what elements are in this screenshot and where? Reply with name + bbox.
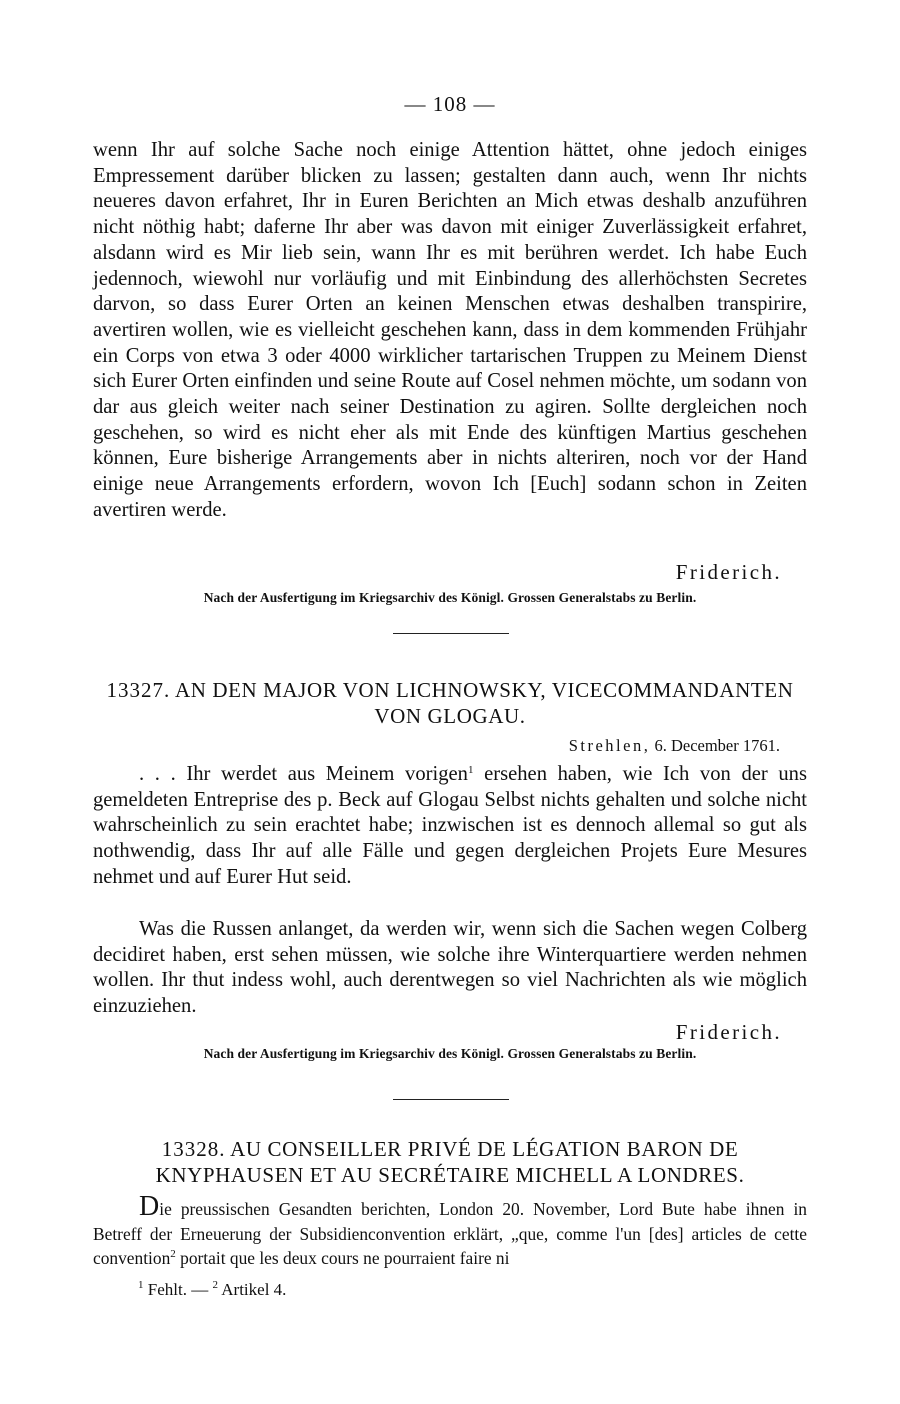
letter-end-signature: Friderich. [675,560,782,584]
letter-13327-source-note: Nach der Ausfertigung im Kriegsarchiv des Königl. Grossen Generalstabs zu Berlin. [203,1046,697,1061]
footnote-1-mark: 1 [138,1279,144,1291]
letter-13328-number: 13328. [161,1137,226,1161]
letter-13328-text-before: ie preussischen Gesandten berichten, London 20. November, Lord Bute habe ihnen in Betreff der Erneuerung der Subsidienconvention erklärt, „que, comme l'un [des] articles de cette convention [93,1199,807,1269]
separator-rule [393,1099,509,1100]
letter-13327-paragraph-1 [93,762,807,891]
footnote-ref-2: 2 [170,1248,176,1261]
footnote-1-text: Fehlt. — [143,1280,213,1299]
footnotes [138,1280,286,1300]
letter-13328-addressee: AU CONSEILLER PRIVÉ DE LÉGATION BARON DE KNYPHAUSEN ET AU SECRÉTAIRE MICHELL A LONDRES. [155,1137,745,1187]
letter-13327-place: Strehlen, [568,736,651,755]
letter-13327-heading [93,677,807,729]
letter-end-paragraph: wenn Ihr auf solche Sache noch einige Attention hättet, ohne jedoch einiges Empressement darüber blicken zu lassen; gestalten dann auch, wenn Ihr nichts neueres davon erfahret, Ihr in Euren Berichten an Mich etwas deshalb anzuführen nicht nöthig habt; daferne Ihr aber was davon mit einiger Zuverlässigkeit erfahret, alsdann wird es Mir lieb sein, wann Ihr es mit berühren werdet. Ich habe Euch jedennoch, wiewohl nur vorläufig und mit Einbindung des allerhöchsten Secretes darvon, so dass Eurer Orten an keinen Menschen etwas deshalben transpirire, avertiren wollen, wie es vielleicht geschehen kann, dass in dem kommenden Frühjahr ein Corps von etwa 3 oder 4000 wirklicher tartarischen Truppen zu Meinem Dienst sich Eurer Orten einfinden und seine Route auf Cosel nehmen möchte, um sodann von dar aus gleich weiter nach seiner Destination zu agiren. Sollte dergleichen noch geschehen, so wird es nicht eher als mit Ende des künftigen Martius geschehen können, Eure bisherige Arrangements aber in nichts alteriren, noch vor der Hand einige neue Arrangements erfordern, wovon Ich [Euch] sodann schon in Zeiten avertiren werde. [93,139,807,521]
footnote-2-text: Artikel 4. [217,1280,287,1299]
letter-13327-signature: Friderich. [675,1020,782,1044]
footnote-2-mark: 2 [212,1279,218,1291]
letter-13328-heading [93,1136,807,1188]
letter-13328-text-after: portait que les deux cours ne pourraient faire ni [175,1248,510,1269]
footnote-ref-1: 1 [467,764,474,776]
letter-13327-para1-after: ersehen haben, wie Ich von der uns gemeldeten Entreprise des p. Beck auf Glogau Selbst nichts gehalten und solche nicht wahrscheinlich zu sein erachtet habe; inzwischen ist es dennoch allemal so gut als nothwendig, dass Ihr auf alle Fälle und gegen dergleichen Projets Eure Mesures nehmet und auf Eurer Hut seid. [93,763,807,888]
letter-13327-date: 6. December 1761. [654,736,780,755]
letter-13328-paragraph [93,1191,807,1271]
letter-13327-dateline [400,736,780,756]
letter-13327-para1-before: . . . Ihr werdet aus Meinem vorigen [139,763,468,785]
drop-cap: D [139,1191,160,1222]
separator-rule [393,633,509,634]
letter-13327-addressee: AN DEN MAJOR VON LICHNOWSKY, VICECOMMANDANTEN VON GLOGAU. [174,678,794,728]
letter-end-source-note: Nach der Ausfertigung im Kriegsarchiv des Königl. Grossen Generalstabs zu Berlin. [203,590,697,605]
letter-13327-paragraph-2: Was die Russen anlanget, da werden wir, wenn sich die Sachen wegen Colberg decidiret haben, erst sehen müssen, wie solche ihre Winterquartiere werden nehmen wollen. Ihr thut indess wohl, auch derentwegen so viel Nachrichten als wie möglich einzuziehen. [93,918,807,1018]
letter-13327-number: 13327. [106,678,171,702]
page-number: — 108 — [404,92,496,116]
